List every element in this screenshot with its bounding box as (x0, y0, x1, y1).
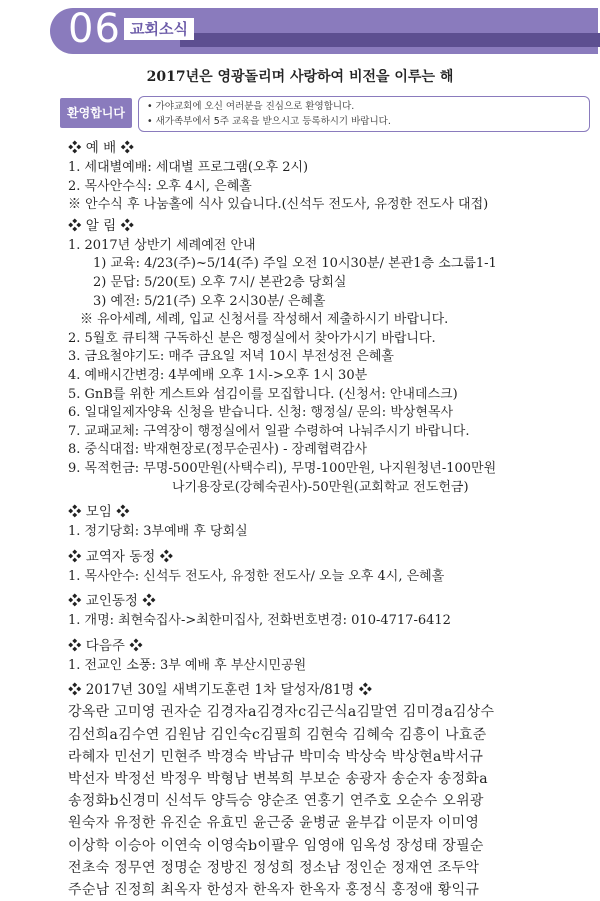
notice-item: 1. 2017년 상반기 세례예전 안내 (68, 237, 256, 253)
welcome-box (138, 96, 590, 132)
name-row: 이상학 이승아 이연숙 이영숙b이팔우 임영애 임옥성 장성태 장필순 (68, 837, 484, 854)
meeting-heading: ❖ 모임 ❖ (68, 504, 130, 521)
notice-item: 7. 교패교체: 구역장이 행정실에서 일괄 수령하여 나눠주시기 바랍니다. (68, 423, 470, 439)
name-row: 송정화b신경미 신석두 양득승 양순조 연홍기 연주호 오순수 오위광 (68, 793, 484, 810)
notice-item: 6. 일대일제자양육 신청을 받습니다. 신청: 행정실/ 문의: 박상현목사 (68, 405, 454, 421)
ministers-heading: ❖ 교역자 동정 ❖ (68, 548, 174, 565)
meeting-item: 1. 정기당회: 3부예배 후 당회실 (68, 524, 248, 540)
notice-item: 9. 목적헌금: 무명-500만원(사택수리), 무명-100만원, 나지원청년-100만원 (68, 460, 497, 476)
name-row: 라혜자 민선기 민현주 박경숙 박남규 박미숙 박상숙 박상현a박서규 (68, 748, 484, 765)
members-heading: ❖ 교인동정 ❖ (68, 593, 156, 610)
header-stripe (180, 33, 600, 47)
bulletin-content (60, 137, 598, 901)
worship-heading: ❖ 예 배 ❖ (68, 140, 134, 156)
notice-item: 5. GnB를 위한 게스트와 섬김이를 모집합니다. (신청서: 안내데스크) (68, 386, 458, 402)
notice-item: 4. 예배시간변경: 4부예배 오후 1시->오후 1시 30분 (68, 367, 368, 383)
name-row: 김선희a김수연 김원남 김인숙c김필희 김현숙 김혜숙 김흥이 나효준 (68, 726, 487, 743)
next-week-heading: ❖ 다음주 ❖ (68, 637, 143, 654)
notice-subitem: 1) 교육: 4/23(주)~5/14(주) 주일 오전 10시30분/ 본관1층 소그룹1-1 (93, 256, 497, 272)
next-week-item: 1. 전교인 소풍: 3부 예배 후 부산시민공원 (68, 657, 307, 673)
notice-item-continuation: 나기용장로(강혜숙권사)-50만원(교회학교 전도헌금) (172, 479, 469, 495)
notice-item: 2. 5월호 큐티책 구독하신 분은 행정실에서 찾아가시기 바랍니다. (68, 330, 436, 346)
members-item: 1. 개명: 최현숙집사->최한미집사, 전화번호변경: 010-4717-6412 (68, 613, 451, 629)
prayer-name-list (60, 701, 598, 901)
worship-item: 1. 세대별예배: 세대별 프로그램(오후 2시) (68, 160, 309, 175)
notice-subitem: 2) 문답: 5/20(토) 오후 7시/ 본관2층 당회실 (93, 274, 347, 290)
ministers-item: 1. 목사안수: 신석두 전도사, 유정한 전도사/ 오늘 오후 4시, 은혜홀 (68, 568, 445, 584)
welcome-line: • 가야교회에 오신 여러분을 진심으로 환영합니다. (147, 101, 355, 112)
welcome-line: • 새가족부에서 5주 교육을 받으시고 등록하시기 바랍니다. (147, 116, 391, 127)
worship-note: ※ 안수식 후 나눔홀에 식사 있습니다.(신석두 전도사, 유정한 전도사 대접) (68, 197, 489, 213)
notice-subitem: 3) 예전: 5/21(주) 오후 2시30분/ 은혜홀 (93, 293, 326, 309)
name-row: 주순남 진정희 최옥자 한성자 한옥자 한옥자 홍정식 홍정애 황익규 (68, 882, 480, 899)
name-row: 원숙자 유정한 유진순 유효민 윤근중 윤병균 윤부갑 이문자 이미영 (68, 815, 480, 832)
name-row: 강옥란 고미영 권자순 김경자a김경자c김근식a김말연 김미경a김상수 (68, 704, 495, 721)
notice-note: ※ 유아세례, 세례, 입교 신청서를 작성해서 제출하시기 바랍니다. (80, 312, 449, 328)
welcome-label: 환영합니다 (60, 98, 132, 128)
section-title: 교회소식 (124, 18, 194, 40)
prayer-heading: ❖ 2017년 30일 새벽기도훈련 1차 달성자/81명 ❖ (68, 682, 373, 699)
notice-item: 8. 중식대접: 박재현장로(정무순권사) - 장례협력감사 (68, 442, 368, 458)
notice-item: 3. 금요철야기도: 매주 금요일 저녁 10시 부전성전 은혜홀 (68, 349, 394, 365)
welcome-section (60, 96, 595, 132)
name-row: 박선자 박정선 박정우 박형남 변복희 부보순 송광자 송순자 송정화a (68, 771, 488, 788)
yearly-motto: 2017년은 영광돌리며 사랑하여 비전을 이루는 해 (146, 69, 454, 85)
notice-heading: ❖ 알 림 ❖ (68, 217, 134, 234)
section-header (0, 0, 600, 55)
worship-item: 2. 목사안수식: 오후 4시, 은혜홀 (68, 178, 252, 194)
name-row: 전초숙 정무연 정명순 정방진 정성희 정소남 정인순 정재연 조두악 (68, 859, 480, 876)
page-number: 06 (68, 6, 121, 52)
